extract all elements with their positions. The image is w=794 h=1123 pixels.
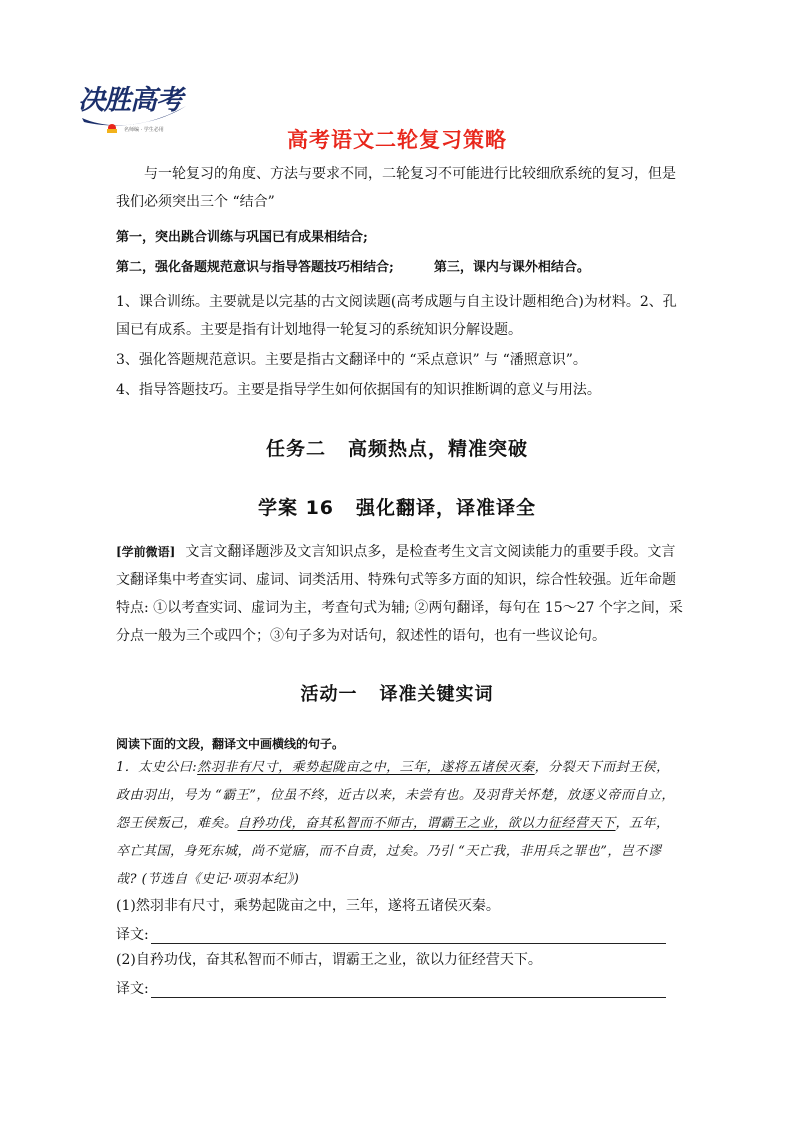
plan-heading: [0, 493, 794, 520]
preview-line-4: 分点一般为三个或四个；③句子多为对话句，叙述性的语句，也有一些议论句。: [116, 628, 606, 644]
passage-line-1-tail: ，分裂天下而封王侯，: [534, 760, 670, 775]
item-4: 4、指导答题技巧。主要是指导学生如何依据国有的知识推断调的意义与用法。: [116, 382, 601, 398]
point-2: 第二，强化备题规范意识与指导答题技巧相结合;: [116, 260, 394, 275]
item-1-line-2: 国已有成系。主要是指有计划地得一轮复习的系统知识分解设题。: [116, 322, 522, 338]
preview-tag: [学前微语]: [116, 545, 176, 559]
activity-title: 译准关键实词: [379, 684, 494, 705]
underlined-sentence-2: 自矜功伐，奋其私智而不师古，谓霸王之业，欲以力征经营天下: [237, 816, 616, 831]
answer-2-input[interactable]: [151, 979, 666, 998]
item-1-line-1: 1、课合训练。主要就是以完基的古文阅读题(高考成题与自主设计题相绝合)为材料。2、孔: [116, 294, 677, 310]
instruction: 阅读下面的文段，翻译文中画横线的句子。: [116, 737, 345, 751]
preview-line-3: 特点: ①以考查实词、虚词为主，考查句式为辅; ②两句翻译，每句在 15～27 个字之间，采: [116, 600, 683, 616]
task-number: 任务二: [265, 438, 326, 460]
logo-text: 决胜高考: [78, 85, 182, 116]
intro-paragraph: [116, 160, 688, 216]
answer-1-input[interactable]: [151, 925, 666, 944]
preview-paragraph: [116, 538, 688, 650]
preview-line-2: 文翻译集中考查实词、虚词、词类活用、特殊句式等多方面的知识，综合性较强。近年命题: [116, 572, 676, 588]
item-list: [116, 288, 688, 404]
answer-1-label: 译文:: [116, 927, 149, 943]
passage-line-5: 哉? (节选自《史记·项羽本纪》): [116, 872, 300, 887]
intro-line-1: 与一轮复习的角度、方法与要求不同，二轮复习不可能进行比较细欣系统的复习，但是: [144, 166, 676, 182]
answer-1-row: [116, 920, 666, 944]
classical-passage: [116, 754, 688, 894]
page-title: 高考语文二轮复习策略: [287, 128, 507, 152]
passage-line-4: 卒亡其国，身死东城，尚不觉寤，而不自责，过矣。乃引 “天亡我，非用兵之罪也”，岂不谬: [116, 844, 662, 859]
answer-2-label: 译文:: [116, 981, 149, 997]
plan-number: 学案 16: [257, 497, 335, 519]
passage-line-3-head: 怨王侯叛己，难矣。: [116, 816, 238, 831]
activity-heading: [0, 680, 794, 706]
preview-line-1: 文言文翻译题涉及文言知识点多，是检查考生文言文阅读能力的重要手段。文言: [185, 544, 676, 560]
point-1: 第一，突出跳合训练与巩国已有成果相结合;: [116, 230, 368, 245]
activity-number: 活动一: [300, 684, 358, 705]
plan-title: 强化翻译，译准译全: [356, 497, 537, 519]
passage-line-3-tail: ，五年，: [615, 816, 670, 831]
points-row: [116, 254, 688, 282]
passage-prefix: 1．太史公曰:: [116, 760, 198, 775]
task-heading: [0, 434, 794, 461]
item-3: 3、强化答题规范意识。主要是指古文翻译中的 “采点意识” 与 “潘照意识”。: [116, 352, 587, 368]
task-title: 高频热点，精准突破: [348, 438, 529, 460]
intro-line-2: 我们必须突出三个 “结合”: [116, 194, 275, 210]
point-3: 第三，课内与课外相结合。: [433, 260, 590, 275]
answer-2-row: [116, 974, 666, 998]
logo-subtitle: 名师编 · 学生必用: [124, 127, 164, 133]
question-1: (1)然羽非有尺寸，乘势起陇亩之中，三年，遂将五诸侯灭秦。: [116, 898, 500, 914]
underlined-sentence-1: 然羽非有尺寸，乘势起陇亩之中，三年，遂将五诸侯灭秦: [197, 760, 535, 775]
question-2: (2)自矜功伐，奋其私智而不师古，谓霸王之业，欲以力征经营天下。: [116, 952, 542, 968]
passage-line-2: 政由羽出，号为 “霸王”，位虽不终，近古以来，未尝有也。及羽背关怀楚，放逐义帝而自立，: [116, 788, 675, 803]
